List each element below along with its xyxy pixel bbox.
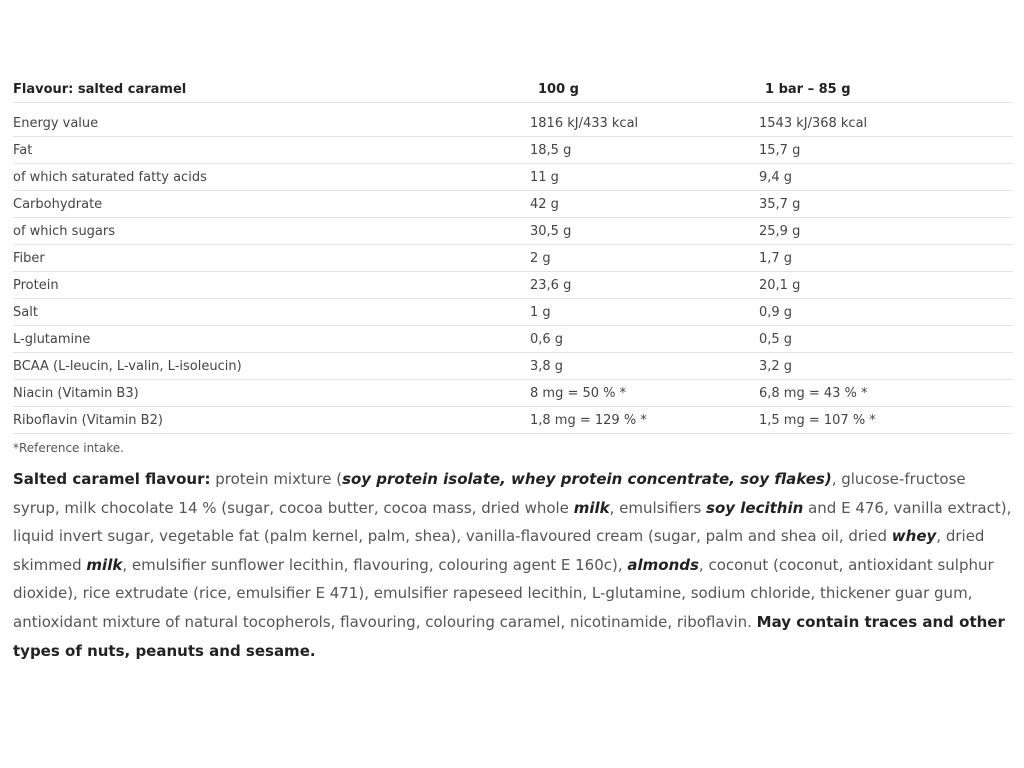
value-per-bar: 1,7 g <box>759 245 1013 272</box>
nutrient-name: Riboflavin (Vitamin B2) <box>13 407 530 434</box>
ingredients-segment: , dried skimmed <box>13 527 985 574</box>
allergen-highlight: almonds <box>627 555 699 574</box>
nutrient-name: Niacin (Vitamin B3) <box>13 380 530 407</box>
ingredients-segment: , emulsifier sunflower lecithin, flavouring, colouring agent E 160c), <box>122 555 628 574</box>
header-per-100g: 100 g <box>530 76 759 103</box>
ingredients-heading: Salted caramel flavour: <box>13 470 211 488</box>
ingredients-segment: , glucose-fructose syrup, milk chocolate 14 % (sugar, cocoa butter, cocoa mass, dried whole <box>13 470 966 517</box>
ingredients-segment: , coconut (coconut, antioxidant sulphur dioxide), rice extrudate (rice, emulsifier E 471), emulsifier rapeseed lecithin, L-glutamine, sodium chloride, thickener guar gum, antioxidant mixture of natural tocopherols, flavouring, colouring caramel, nicotinamide, riboflavin. <box>13 555 994 631</box>
table-row <box>13 137 1013 164</box>
table-row <box>13 299 1013 326</box>
table-row <box>13 326 1013 353</box>
value-per-100g: 1 g <box>530 299 759 326</box>
value-per-bar: 3,2 g <box>759 353 1013 380</box>
value-per-bar: 25,9 g <box>759 218 1013 245</box>
value-per-bar: 6,8 mg = 43 % * <box>759 380 1013 407</box>
allergen-warning: May contain traces and other types of nuts, peanuts and sesame. <box>13 612 1005 660</box>
ingredients-segment: and E 476, vanilla extract), liquid invert sugar, vegetable fat (palm kernel, palm, shea), vanilla-flavoured cream (sugar, palm and shea oil, dried <box>13 498 1012 546</box>
allergen-highlight: whey <box>891 527 937 546</box>
value-per-bar: 35,7 g <box>759 191 1013 218</box>
table-row <box>13 110 1013 137</box>
nutrient-name: of which saturated fatty acids <box>13 164 530 191</box>
value-per-bar: 1,5 mg = 107 % * <box>759 407 1013 434</box>
value-per-bar: 0,9 g <box>759 299 1013 326</box>
reference-intake-note: *Reference intake. <box>13 441 124 455</box>
nutrient-name: Salt <box>13 299 530 326</box>
nutrient-name: Carbohydrate <box>13 191 530 218</box>
value-per-100g: 30,5 g <box>530 218 759 245</box>
value-per-bar: 9,4 g <box>759 164 1013 191</box>
value-per-bar: 20,1 g <box>759 272 1013 299</box>
value-per-bar: 0,5 g <box>759 326 1013 353</box>
table-row <box>13 218 1013 245</box>
nutrition-section <box>13 76 1013 665</box>
value-per-100g: 18,5 g <box>530 137 759 164</box>
nutrient-name: Energy value <box>13 110 530 137</box>
table-header-row <box>13 76 1013 103</box>
table-row <box>13 164 1013 191</box>
ingredients-segment: , emulsifiers <box>609 498 707 517</box>
nutrient-name: Fat <box>13 137 530 164</box>
nutrition-table <box>13 76 1013 434</box>
nutrient-name: Fiber <box>13 245 530 272</box>
value-per-100g: 11 g <box>530 164 759 191</box>
value-per-bar: 15,7 g <box>759 137 1013 164</box>
table-row <box>13 245 1013 272</box>
value-per-100g: 1816 kJ/433 kcal <box>530 110 759 137</box>
table-row <box>13 353 1013 380</box>
ingredients-text <box>13 465 1013 665</box>
table-row <box>13 191 1013 218</box>
allergen-highlight: milk <box>86 555 123 574</box>
table-row <box>13 272 1013 299</box>
table-row <box>13 380 1013 407</box>
value-per-100g: 23,6 g <box>530 272 759 299</box>
header-flavour: Flavour: salted caramel <box>13 76 530 103</box>
allergen-highlight: soy lecithin <box>706 498 804 517</box>
value-per-100g: 3,8 g <box>530 353 759 380</box>
value-per-100g: 1,8 mg = 129 % * <box>530 407 759 434</box>
ingredients-segment: protein mixture ( <box>210 470 343 488</box>
value-per-100g: 8 mg = 50 % * <box>530 380 759 407</box>
value-per-100g: 2 g <box>530 245 759 272</box>
nutrient-name: L-glutamine <box>13 326 530 353</box>
table-row <box>13 407 1013 434</box>
header-per-bar: 1 bar – 85 g <box>759 76 1013 103</box>
allergen-highlight: milk <box>573 498 610 517</box>
value-per-100g: 42 g <box>530 191 759 218</box>
value-per-100g: 0,6 g <box>530 326 759 353</box>
allergen-highlight: soy protein isolate, whey protein concentrate, soy flakes) <box>342 470 832 488</box>
nutrient-name: BCAA (L-leucin, L-valin, L-isoleucin) <box>13 353 530 380</box>
nutrient-name: of which sugars <box>13 218 530 245</box>
value-per-bar: 1543 kJ/368 kcal <box>759 110 1013 137</box>
nutrient-name: Protein <box>13 272 530 299</box>
